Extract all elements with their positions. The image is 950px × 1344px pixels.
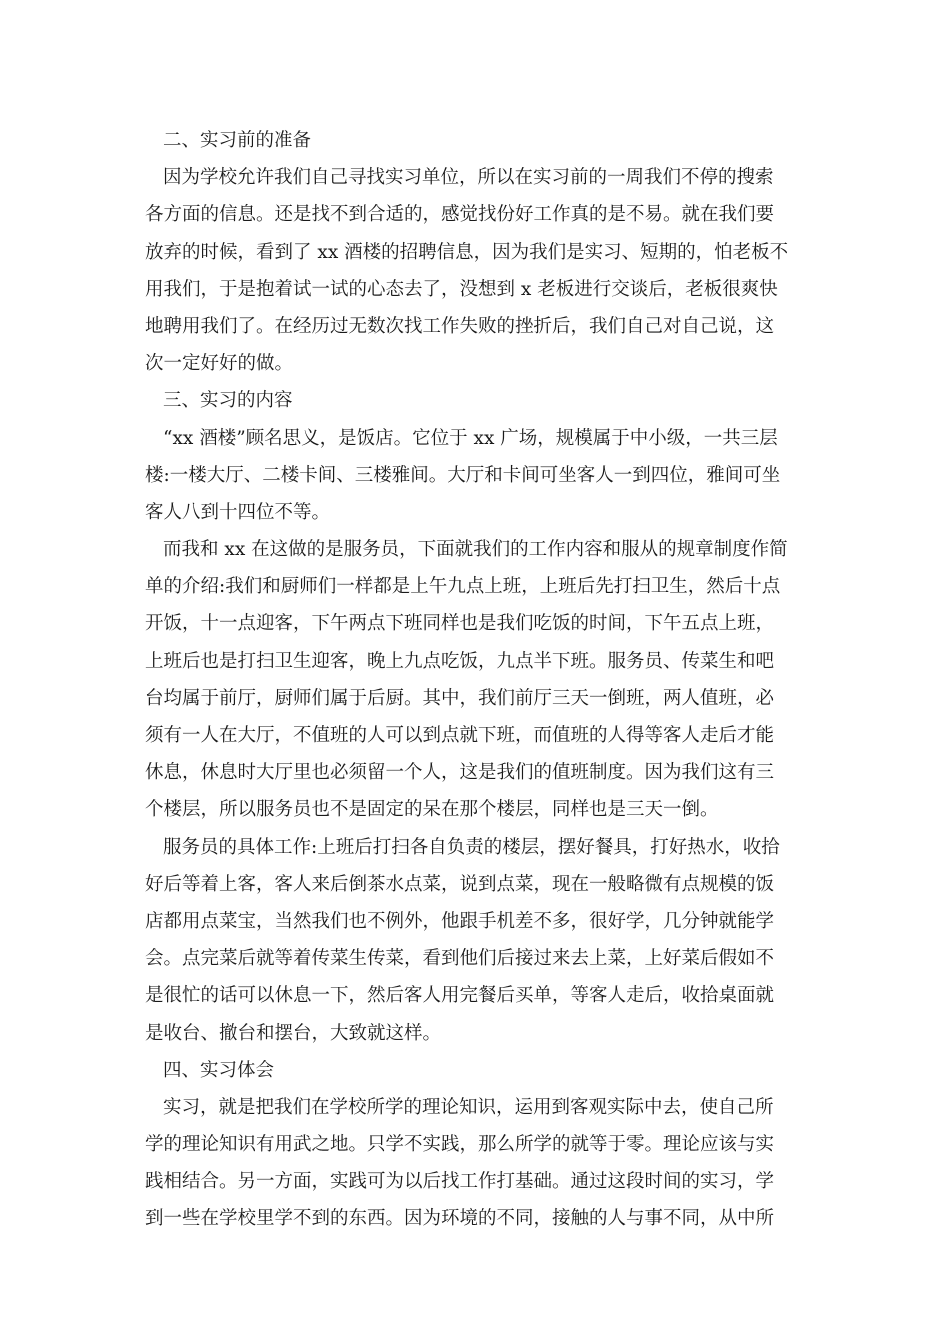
paragraph-line: 学的理论知识有用武之地。只学不实践，那么所学的就等于零。理论应该与实 (145, 1134, 775, 1156)
paragraph-line: 实习，就是把我们在学校所学的理论知识，运用到客观实际中去，使自己所 (163, 1096, 774, 1118)
paragraph-line: 个楼层，所以服务员也不是固定的呆在那个楼层，同样也是三天一倒。 (145, 799, 719, 821)
paragraph-line: “xx 酒楼”顾名思义，是饭店。它位于 xx 广场，规模属于中小级，一共三层 (163, 427, 778, 449)
paragraph-line: 到一些在学校里学不到的东西。因为环境的不同，接触的人与事不同，从中所 (145, 1208, 775, 1230)
paragraph-line: 用我们，于是抱着试一试的心态去了，没想到 x 老板进行交谈后，老板很爽快 (145, 278, 778, 300)
document-body (145, 122, 805, 1238)
paragraph-line: 因为学校允许我们自己寻找实习单位，所以在实习前的一周我们不停的搜索 (163, 167, 774, 189)
paragraph-line: 各方面的信息。还是找不到合适的，感觉找份好工作真的是不易。就在我们要 (145, 204, 775, 226)
section-heading-content: 三、实习的内容 (163, 390, 293, 412)
paragraph-line: 好后等着上客，客人来后倒茶水点菜，说到点菜，现在一般略微有点规模的饭 (145, 873, 775, 895)
section-heading-reflection: 四、实习体会 (163, 1059, 275, 1081)
paragraph-line: 须有一人在大厅，不值班的人可以到点就下班，而值班的人得等客人走后才能 (145, 725, 775, 746)
section-heading-preparation: 二、实习前的准备 (163, 130, 312, 151)
paragraph-line: 是很忙的话可以休息一下，然后客人用完餐后买单，等客人走后，收拾桌面就 (145, 985, 775, 1007)
paragraph-line: 单的介绍:我们和厨师们一样都是上午九点上班，上班后先打扫卫生，然后十点 (145, 576, 781, 598)
paragraph-line: 放弃的时候，看到了 xx 酒楼的招聘信息，因为我们是实习、短期的，怕老板不 (145, 241, 789, 263)
paragraph-line: 楼:一楼大厅、二楼卡间、三楼雅间。大厅和卡间可坐客人一到四位，雅间可坐 (145, 464, 781, 486)
paragraph-line: 是收台、撤台和摆台，大致就这样。 (145, 1022, 442, 1044)
paragraph-line: 服务员的具体工作:上班后打扫各自负责的楼层，摆好餐具，打好热水，收拾 (163, 836, 780, 858)
paragraph-line: 会。点完菜后就等着传菜生传菜，看到他们后接过来去上菜，上好菜后假如不 (145, 948, 775, 970)
paragraph-line: 而我和 xx 在这做的是服务员，下面就我们的工作内容和服从的规章制度作简 (163, 539, 788, 561)
paragraph-line: 践相结合。另一方面，实践可为以后找工作打基础。通过这段时间的实习，学 (145, 1171, 775, 1193)
paragraph-line: 台均属于前厅，厨师们属于后厨。其中，我们前厅三天一倒班，两人值班，必 (145, 687, 775, 709)
paragraph-line: 开饭，十一点迎客，下午两点下班同样也是我们吃饭的时间，下午五点上班， (145, 613, 775, 635)
paragraph-line: 次一定好好的做。 (145, 353, 294, 375)
paragraph-line: 客人八到十四位不等。 (145, 501, 331, 523)
paragraph-line: 店都用点菜宝，当然我们也不例外，他跟手机差不多，很好学，几分钟就能学 (145, 910, 775, 932)
paragraph-line: 地聘用我们了。在经历过无数次找工作失败的挫折后，我们自己对自己说，这 (145, 315, 775, 337)
paragraph-line: 休息，休息时大厅里也必须留一个人，这是我们的值班制度。因为我们这有三 (145, 762, 775, 784)
paragraph-line: 上班后也是打扫卫生迎客，晚上九点吃饭，九点半下班。服务员、传菜生和吧 (145, 650, 775, 672)
